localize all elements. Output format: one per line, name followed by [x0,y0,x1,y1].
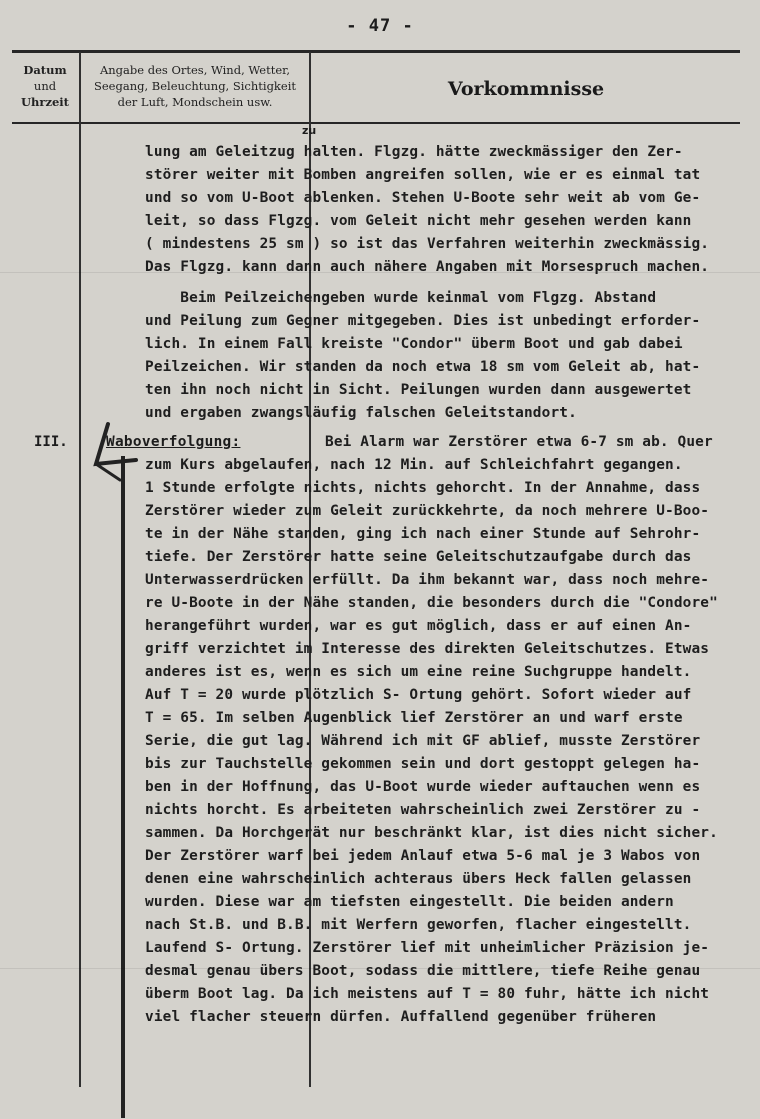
section-heading: Waboverfolgung: [106,434,241,450]
text-line: Der Zerstörer warf bei jedem Anlauf etwa 5-6 mal je 3 Wabos von [145,848,701,864]
section-first-line: Bei Alarm war Zerstörer etwa 6-7 sm ab. Quer [325,434,713,450]
text-line: desmal genau übers Boot, sodass die mittlere, tiefe Reihe genau [145,963,701,979]
text-line: Das Flgzg. kann dann auch nähere Angaben mit Morsespruch machen. [145,259,710,275]
header-place-line: Seegang, Beleuchtung, Sichtigkeit [93,79,297,93]
pencil-margin-line [121,456,125,1118]
text-line: sammen. Da Horchgerät nur beschränkt klar, ist dies nicht sicher. [145,825,718,841]
header-place-line: der Luft, Mondschein usw. [117,95,273,109]
page-number: - 47 - [346,16,414,36]
text-line: Peilzeichen. Wir standen da noch etwa 18 sm vom Geleit ab, hat- [145,359,701,375]
text-line: tiefe. Der Zerstörer hatte seine Geleitschutzaufgabe durch das [145,549,692,565]
header-date [12,62,78,110]
text-line: denen eine wahrscheinlich achteraus übers Heck fallen gelassen [145,871,692,887]
text-line: herangeführt wurden, war es gut möglich, dass er auf einen An- [145,618,692,634]
text-line: 1 Stunde erfolgte nichts, nichts gehorcht. In der Annahme, dass [145,480,701,496]
paper-fold [0,272,760,273]
header-date-line: Uhrzeit [21,95,69,109]
text-line: Unterwasserdrücken erfüllt. Da ihm bekannt war, dass noch mehre- [145,572,710,588]
column-divider-date [79,52,81,1087]
header-place-line: Angabe des Ortes, Wind, Wetter, [99,63,291,77]
text-line: griff verzichtet im Interesse des direkten Geleitschutzes. Etwas [145,641,710,657]
paper-fold [0,968,760,969]
text-line: re U-Boote in der Nähe standen, die besonders durch die "Condore" [145,595,718,611]
text-line: lung am Geleitzug halten. Flgzg. hätte zweckmässiger den Zer- [145,144,683,160]
text-line: zum Kurs abgelaufen, nach 12 Min. auf Schleichfahrt gegangen. [145,457,683,473]
header-date-line: und [33,79,57,93]
text-line: T = 65. Im selben Augenblick lief Zerstörer an und warf erste [145,710,683,726]
header-bottom-rule [12,122,740,124]
text-line: wurden. Diese war am tiefsten eingestellt. Die beiden andern [145,894,674,910]
text-line: te in der Nähe standen, ging ich nach einer Stunde auf Sehrohr- [145,526,701,542]
text-line: störer weiter mit Bomben angreifen sollen, wie er es einmal tat [145,167,701,183]
text-line: und ergaben zwangsläufig falschen Geleitstandort. [145,405,577,421]
header-events: Vorkommnisse [447,78,605,100]
text-line: viel flacher steuern dürfen. Auffallend gegenüber früheren [145,1009,657,1025]
header-top-rule [12,50,740,53]
section-number: III. [34,434,68,450]
text-line: überm Boot lag. Da ich meistens auf T = 80 fuhr, hätte ich nicht [145,986,710,1002]
text-line: nach St.B. und B.B. mit Werfern geworfen, flacher eingestellt. [145,917,692,933]
text-line: ( mindestens 25 sm ) so ist das Verfahren weiterhin zweckmässig. [145,236,710,252]
text-line: bis zur Tauchstelle gekommen sein und dort gestoppt gelegen ha- [145,756,701,772]
text-line: Auf T = 20 wurde plötzlich S- Ortung gehört. Sofort wieder auf [145,687,692,703]
text-line: und Peilung zum Gegner mitgegeben. Dies ist unbedingt erforder- [145,313,701,329]
header-place [82,62,308,110]
handwritten-annotation: zu [302,124,317,137]
pencil-bracket-mark [86,420,146,490]
text-line: ten ihn noch nicht in Sicht. Peilungen wurden dann ausgewertet [145,382,692,398]
text-line: Zerstörer wieder zum Geleit zurückkehrte, da noch mehrere U-Boo- [145,503,710,519]
text-line: anderes ist es, wenn es sich um eine reine Suchgruppe handelt. [145,664,692,680]
text-line: nichts horcht. Es arbeiteten wahrscheinlich zwei Zerstörer zu - [145,802,701,818]
text-line: Laufend S- Ortung. Zerstörer lief mit unheimlicher Präzision je- [145,940,710,956]
header-date-line: Datum [23,63,67,77]
text-line: und so vom U-Boot ablenken. Stehen U-Boote sehr weit ab vom Ge- [145,190,701,206]
text-line: Beim Peilzeichengeben wurde keinmal vom Flgzg. Abstand [145,290,657,306]
text-line: leit, so dass Flgzg. vom Geleit nicht mehr gesehen werden kann [145,213,692,229]
text-line: ben in der Hoffnung, das U-Boot wurde wieder auftauchen wenn es [145,779,701,795]
text-line: lich. In einem Fall kreiste "Condor" überm Boot und gab dabei [145,336,683,352]
text-line: Serie, die gut lag. Während ich mit GF ablief, musste Zerstörer [145,733,701,749]
